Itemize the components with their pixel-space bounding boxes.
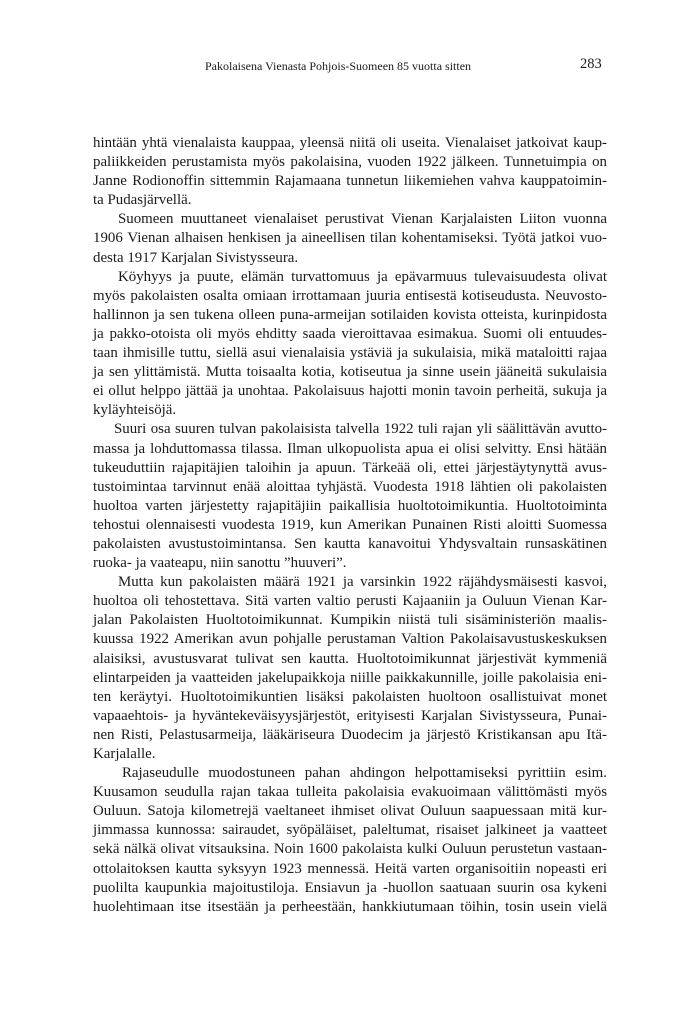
text-line: jalan Pakolaisten Huoltotoimikunnat. Kumpikin niistä tuli sisäministeriön maalis-	[93, 612, 607, 629]
text-line: hallinnon ja sen tukena olleen puna-armeijan sotilaiden kovista otteista, kurinpidosta	[93, 306, 607, 323]
text-line: pakolaisten avustustoimintansa. Sen kautta kanavoitui Yhdysvaltain runsaskätinen	[93, 535, 607, 552]
text-line: huoltoa oli tehostettava. Sitä varten valtio perusti Kajaaniin ja Ouluun Vienan Kar-	[93, 593, 607, 610]
running-header	[0, 56, 700, 78]
text-line: Mutta kun pakolaisten määrä 1921 ja varsinkin 1922 räjähdysmäisesti kasvoi,	[118, 574, 607, 591]
text-line: kuussa 1922 Amerikan avun pohjalle perustaman Valtion Pakolaisavustuskeskuksen	[93, 631, 607, 648]
text-line: elintarpeiden ja vaatteiden jakelupaikkoja niille paikkakunnille, joille pakolaisia eni-	[93, 669, 607, 686]
text-line: Köyhyys ja puute, elämän turvattomuus ja epävarmuus tulevaisuudesta olivat	[118, 268, 607, 285]
text-line: ja sen ylittämistä. Mutta toisaalta kotia, kotiseutua ja sinne usein jääneitä sukulaisia	[93, 364, 607, 381]
paragraph	[93, 764, 607, 917]
text-line: kyläyhteisöjä.	[93, 402, 177, 419]
text-line: ei ollut helppo jättää ja unohtaa. Pakolaisuus hajotti monin tavoin perheitä, sukuja ja	[93, 383, 607, 400]
text-line: ja pakko-otoista oli myös ehditty saada vieroittavaa esimakua. Suomi oli entuudes-	[93, 325, 607, 342]
text-line: Rajaseudulle muodostuneen pahan ahdingon helpottamiseksi pyrittiin esim.	[122, 765, 607, 782]
paragraph	[93, 420, 607, 573]
text-line: tukeuduttiin rajapitäjien taloihin ja apuun. Tärkeää oli, ettei järjestäytynyttä avus-	[93, 459, 607, 476]
paragraph	[93, 268, 607, 421]
text-line: paliikkeiden perustamista myös pakolaisina, vuoden 1922 jälkeen. Tunnetuimpia on	[93, 154, 607, 171]
text-line: Ouluun. Satoja kilometrejä vaeltaneet ihmiset olivat Ouluun saapuessaan mitä kur-	[93, 803, 607, 820]
running-title: Pakolaisena Vienasta Pohjois-Suomeen 85 vuotta sitten	[205, 59, 472, 73]
text-line: tustoimintaa tarvinnut enää aloittaa tyhjästä. Vuodesta 1918 lähtien oli pakolaisten	[93, 478, 607, 495]
text-line: hintään yhtä vienalaista kauppaa, yleensä niitä oli useita. Vienalaiset jatkoivat kaup-	[93, 135, 607, 151]
text-line: sekä nälkä olivat vitsauksina. Noin 1600 pakolaista kulki Ouluun perustetun vastaan-	[93, 841, 607, 858]
text-line: myös pakolaisten osalta omiaan irrottamaan juuria entisestä kotiseudusta. Neuvosto-	[93, 287, 607, 304]
text-line: vapaaehtois- ja hyväntekeväisyysjärjestöt, erityisesti Karjalan Sivistysseura, Punai-	[93, 707, 607, 724]
text-line: ten keräytyi. Huoltotoimikuntien lisäksi pakolaisten huoltoon osallistuivat monet	[93, 688, 607, 705]
text-line: ruoka- ja vaateapu, niin sanottu ”huuveri”.	[93, 555, 347, 572]
text-line: Suomeen muuttaneet vienalaiset perustivat Vienan Karjalaisten Liiton vuonna	[118, 211, 607, 228]
text-line: Kuusamon seudulla rajan takaa tulleita pakolaisia evakuoimaan välittömästi myös	[93, 784, 607, 801]
paragraph	[93, 210, 607, 267]
text-line: desta 1917 Karjalan Sivistysseura.	[93, 249, 299, 266]
text-line: Suuri osa suuren tulvan pakolaisista talvella 1922 tuli rajan yli säälittävän avutto-	[114, 421, 607, 438]
text-line: taan ihmisille tuttu, siellä asui vienalaisia ystäviä ja sukulaisia, mikä mataloitti rajaa	[93, 345, 607, 362]
text-line: alaisiksi, avustusvarat tulivat sen kautta. Huoltotoimikunnat järjestivät kymmeniä	[93, 650, 607, 667]
text-line: ta Pudasjärvellä.	[93, 192, 192, 209]
text-line: jimmassa kunnossa: sairaudet, syöpäläiset, paleltumat, risaiset jalkineet ja vaatteet	[93, 822, 607, 839]
text-line: Janne Rodionoffin sittemmin Rajamaana tunnetun liikemiehen vahva kauppatoimin-	[93, 173, 607, 190]
text-line: 1906 Vienan alhaisen henkisen ja aineellisen tilan kohentamiseksi. Työtä jatkoi vuo-	[93, 230, 607, 247]
paragraph	[93, 134, 607, 210]
body-text	[93, 134, 607, 917]
text-line: massa ja lohduttomassa tilassa. Ilman ulkopuolista apua ei olisi selvitty. Ensi hätään	[93, 440, 607, 457]
text-line: huoltoa varten järjestetty rajapitäjiin paikallisia huoltotoimikuntia. Huoltotoiminta	[93, 497, 607, 514]
text-line: puolilta kaupunkia majoitustiloja. Ensiavun ja -huollon saatuaan suurin osa kykeni	[93, 879, 607, 896]
text-line: tehostui olennaisesti vuodesta 1919, kun Amerikan Punainen Risti aloitti Suomessa	[93, 516, 607, 533]
text-line: ottolaitoksen kautta syksyyn 1923 mennessä. Heitä varten organisoitiin nopeasti eri	[93, 860, 607, 877]
paragraph	[93, 573, 607, 764]
text-line: huolehtimaan itse itsestään ja perheestään, hankkiutumaan töihin, tosin usein vielä	[93, 898, 607, 915]
text-line: Karjalalle.	[93, 746, 156, 762]
text-line: nen Risti, Pelastusarmeija, lääkäriseura Duodecim ja järjestö Kristikansan apu Itä-	[93, 726, 607, 743]
page-number: 283	[580, 56, 602, 72]
